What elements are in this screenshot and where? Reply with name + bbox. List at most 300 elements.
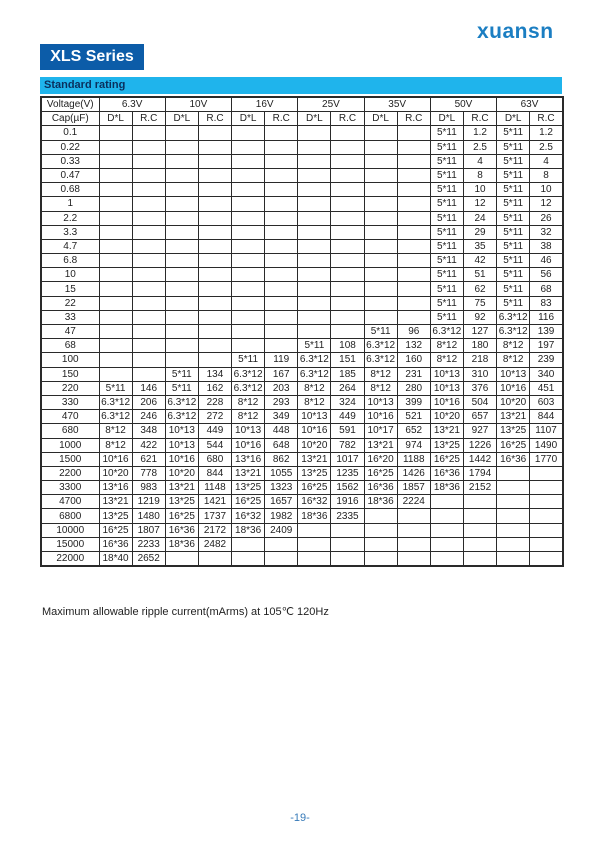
rc-cell bbox=[198, 197, 231, 211]
dl-cell bbox=[364, 197, 397, 211]
dl-cell: 13*25 bbox=[232, 481, 265, 495]
rc-cell: 151 bbox=[331, 353, 364, 367]
dl-cell bbox=[99, 154, 132, 168]
rc-cell: 1323 bbox=[265, 481, 298, 495]
rc-cell: 108 bbox=[331, 339, 364, 353]
dl-cell: 16*32 bbox=[298, 495, 331, 509]
rc-cell: 422 bbox=[132, 438, 165, 452]
rc-cell bbox=[265, 211, 298, 225]
rc-cell bbox=[530, 552, 563, 567]
cap-cell: 100 bbox=[41, 353, 99, 367]
cap-cell: 0.1 bbox=[41, 126, 99, 140]
dl-cell bbox=[298, 126, 331, 140]
rc-cell bbox=[530, 481, 563, 495]
voltage-col-header-2: 16V bbox=[232, 97, 298, 112]
dl-cell: 10*16 bbox=[364, 410, 397, 424]
rc-cell: 1770 bbox=[530, 452, 563, 466]
rc-cell: 680 bbox=[198, 452, 231, 466]
rc-cell bbox=[265, 537, 298, 551]
rc-cell: 348 bbox=[132, 424, 165, 438]
rc-cell: 862 bbox=[265, 452, 298, 466]
table-row-cap-150 bbox=[41, 367, 563, 381]
dl-cell: 10*16 bbox=[165, 452, 198, 466]
dl-cell: 5*11 bbox=[430, 268, 463, 282]
dl-header-4: D*L bbox=[364, 112, 397, 126]
rc-cell bbox=[132, 310, 165, 324]
rc-cell: 1916 bbox=[331, 495, 364, 509]
dl-cell bbox=[364, 154, 397, 168]
rc-cell: 451 bbox=[530, 381, 563, 395]
table-row-cap-68 bbox=[41, 339, 563, 353]
rc-cell: 68 bbox=[530, 282, 563, 296]
dl-cell: 10*13 bbox=[165, 438, 198, 452]
rc-cell bbox=[397, 509, 430, 523]
dl-cell bbox=[497, 466, 530, 480]
dl-cell bbox=[165, 268, 198, 282]
dl-cell: 5*11 bbox=[430, 211, 463, 225]
dl-cell bbox=[165, 325, 198, 339]
rc-cell: 974 bbox=[397, 438, 430, 452]
dl-cell: 10*13 bbox=[165, 424, 198, 438]
voltage-header-row bbox=[41, 97, 563, 112]
dl-cell: 10*20 bbox=[165, 466, 198, 480]
rc-cell bbox=[530, 466, 563, 480]
rc-cell bbox=[397, 154, 430, 168]
dl-cell: 16*25 bbox=[232, 495, 265, 509]
rc-cell bbox=[198, 325, 231, 339]
section-title-bar: Standard rating bbox=[40, 77, 562, 94]
rc-cell bbox=[132, 154, 165, 168]
dl-cell: 5*11 bbox=[430, 254, 463, 268]
voltage-col-header-5: 50V bbox=[430, 97, 496, 112]
dl-cell: 16*25 bbox=[99, 523, 132, 537]
dl-cell bbox=[99, 183, 132, 197]
cap-cell: 4700 bbox=[41, 495, 99, 509]
rc-cell: 26 bbox=[530, 211, 563, 225]
rc-cell: 4 bbox=[530, 154, 563, 168]
rc-cell: 12 bbox=[530, 197, 563, 211]
dl-cell bbox=[232, 183, 265, 197]
dl-cell bbox=[364, 225, 397, 239]
rc-cell: 1807 bbox=[132, 523, 165, 537]
rc-cell bbox=[132, 353, 165, 367]
dl-cell: 16*25 bbox=[497, 438, 530, 452]
rc-cell: 2172 bbox=[198, 523, 231, 537]
dl-cell bbox=[430, 495, 463, 509]
dl-cell: 16*36 bbox=[165, 523, 198, 537]
dl-cell: 5*11 bbox=[298, 339, 331, 353]
rc-cell bbox=[397, 310, 430, 324]
table-row-cap-22000 bbox=[41, 552, 563, 567]
dl-cell: 6.3*12 bbox=[497, 325, 530, 339]
dl-cell: 13*21 bbox=[364, 438, 397, 452]
table-row-cap-0.47 bbox=[41, 168, 563, 182]
dl-cell: 16*25 bbox=[364, 466, 397, 480]
dl-cell: 13*25 bbox=[99, 509, 132, 523]
rc-cell bbox=[331, 523, 364, 537]
rc-cell bbox=[132, 239, 165, 253]
rc-cell bbox=[265, 126, 298, 140]
rc-cell bbox=[198, 183, 231, 197]
dl-cell: 5*11 bbox=[430, 239, 463, 253]
rc-cell: 376 bbox=[463, 381, 496, 395]
cap-cell: 4.7 bbox=[41, 239, 99, 253]
rc-cell: 1737 bbox=[198, 509, 231, 523]
dl-cell: 16*36 bbox=[364, 481, 397, 495]
dl-cell bbox=[165, 154, 198, 168]
dl-cell: 10*20 bbox=[99, 466, 132, 480]
rc-cell bbox=[132, 225, 165, 239]
dl-cell bbox=[165, 225, 198, 239]
rc-cell bbox=[198, 140, 231, 154]
dl-cell bbox=[364, 268, 397, 282]
rc-cell bbox=[265, 552, 298, 567]
table-row-cap-22 bbox=[41, 296, 563, 310]
rc-cell bbox=[198, 339, 231, 353]
dl-header-2: D*L bbox=[232, 112, 265, 126]
dl-cell: 6.3*12 bbox=[497, 310, 530, 324]
dl-cell bbox=[232, 254, 265, 268]
rc-cell bbox=[397, 183, 430, 197]
rc-cell bbox=[463, 537, 496, 551]
dl-cell bbox=[364, 239, 397, 253]
rc-cell bbox=[265, 168, 298, 182]
rc-cell: 449 bbox=[198, 424, 231, 438]
rc-cell bbox=[265, 325, 298, 339]
rc-cell bbox=[265, 140, 298, 154]
dl-cell bbox=[298, 168, 331, 182]
rc-cell bbox=[132, 211, 165, 225]
dl-cell: 8*12 bbox=[497, 339, 530, 353]
rc-cell: 1055 bbox=[265, 466, 298, 480]
dl-cell: 5*11 bbox=[497, 296, 530, 310]
rc-cell: 10 bbox=[530, 183, 563, 197]
table-row-cap-15000 bbox=[41, 537, 563, 551]
dl-cell bbox=[165, 140, 198, 154]
dl-cell: 5*11 bbox=[430, 168, 463, 182]
dl-cell: 5*11 bbox=[497, 225, 530, 239]
dl-cell: 10*16 bbox=[99, 452, 132, 466]
table-row-cap-680 bbox=[41, 424, 563, 438]
rc-cell: 2152 bbox=[463, 481, 496, 495]
dl-cell: 5*11 bbox=[430, 154, 463, 168]
rc-cell: 239 bbox=[530, 353, 563, 367]
rc-header-2: R.C bbox=[265, 112, 298, 126]
dl-cell: 5*11 bbox=[497, 282, 530, 296]
dl-cell: 13*21 bbox=[165, 481, 198, 495]
rc-cell: 2.5 bbox=[530, 140, 563, 154]
rc-cell bbox=[331, 126, 364, 140]
rc-cell: 399 bbox=[397, 395, 430, 409]
voltage-label-header: Voltage(V) bbox=[41, 97, 99, 112]
rc-cell: 146 bbox=[132, 381, 165, 395]
table-row-cap-0.22 bbox=[41, 140, 563, 154]
dl-cell bbox=[298, 140, 331, 154]
dl-cell bbox=[99, 353, 132, 367]
dl-cell bbox=[232, 282, 265, 296]
dl-cell bbox=[364, 183, 397, 197]
dl-cell bbox=[298, 183, 331, 197]
cap-cell: 1500 bbox=[41, 452, 99, 466]
table-row-cap-10 bbox=[41, 268, 563, 282]
cap-cell: 1000 bbox=[41, 438, 99, 452]
dl-cell: 10*17 bbox=[364, 424, 397, 438]
cap-cell: 6800 bbox=[41, 509, 99, 523]
cap-cell: 3300 bbox=[41, 481, 99, 495]
dl-cell bbox=[364, 126, 397, 140]
rc-cell: 1219 bbox=[132, 495, 165, 509]
rc-cell: 35 bbox=[463, 239, 496, 253]
dl-cell: 13*25 bbox=[298, 466, 331, 480]
ripple-current-note: Maximum allowable ripple current(mArms) at 105℃ 120Hz bbox=[42, 606, 329, 618]
rc-cell bbox=[198, 225, 231, 239]
rc-cell bbox=[397, 239, 430, 253]
standard-rating-table bbox=[40, 96, 564, 567]
cap-cell: 22 bbox=[41, 296, 99, 310]
dl-cell: 10*13 bbox=[232, 424, 265, 438]
rc-header-0: R.C bbox=[132, 112, 165, 126]
rc-cell: 132 bbox=[397, 339, 430, 353]
cap-cell: 0.22 bbox=[41, 140, 99, 154]
dl-cell: 5*11 bbox=[497, 154, 530, 168]
rc-cell: 2233 bbox=[132, 537, 165, 551]
rc-cell bbox=[397, 126, 430, 140]
dl-cell: 5*11 bbox=[497, 268, 530, 282]
dl-cell bbox=[232, 552, 265, 567]
dl-cell bbox=[497, 537, 530, 551]
cap-cell: 15 bbox=[41, 282, 99, 296]
dl-cell: 10*13 bbox=[364, 395, 397, 409]
dl-header-1: D*L bbox=[165, 112, 198, 126]
dl-cell: 8*12 bbox=[232, 410, 265, 424]
dl-cell: 5*11 bbox=[430, 225, 463, 239]
rc-cell bbox=[397, 537, 430, 551]
rc-cell bbox=[265, 296, 298, 310]
dl-cell: 13*21 bbox=[99, 495, 132, 509]
cap-cell: 10000 bbox=[41, 523, 99, 537]
dl-cell bbox=[232, 126, 265, 140]
rc-cell: 652 bbox=[397, 424, 430, 438]
table-row-cap-3300 bbox=[41, 481, 563, 495]
dl-cell bbox=[497, 523, 530, 537]
rc-cell: 116 bbox=[530, 310, 563, 324]
rc-cell bbox=[198, 254, 231, 268]
dl-cell bbox=[364, 140, 397, 154]
dl-cell: 6.3*12 bbox=[165, 395, 198, 409]
dl-cell bbox=[99, 126, 132, 140]
rc-cell: 293 bbox=[265, 395, 298, 409]
rc-cell bbox=[132, 367, 165, 381]
rc-cell: 139 bbox=[530, 325, 563, 339]
rc-cell bbox=[265, 268, 298, 282]
rc-cell bbox=[397, 268, 430, 282]
rc-cell: 180 bbox=[463, 339, 496, 353]
rc-cell bbox=[198, 126, 231, 140]
rc-cell bbox=[331, 197, 364, 211]
rc-cell bbox=[132, 339, 165, 353]
rc-cell bbox=[331, 154, 364, 168]
rc-cell bbox=[331, 168, 364, 182]
rc-cell: 92 bbox=[463, 310, 496, 324]
dl-cell: 6.3*12 bbox=[232, 367, 265, 381]
rc-cell bbox=[331, 211, 364, 225]
rc-cell: 75 bbox=[463, 296, 496, 310]
cap-cell: 68 bbox=[41, 339, 99, 353]
dl-cell: 6.3*12 bbox=[364, 353, 397, 367]
dl-cell bbox=[298, 225, 331, 239]
rc-cell: 1226 bbox=[463, 438, 496, 452]
dl-cell: 13*25 bbox=[165, 495, 198, 509]
rc-cell bbox=[331, 310, 364, 324]
rc-cell: 24 bbox=[463, 211, 496, 225]
rc-cell: 162 bbox=[198, 381, 231, 395]
rc-cell: 310 bbox=[463, 367, 496, 381]
rc-cell: 1421 bbox=[198, 495, 231, 509]
rc-cell bbox=[463, 552, 496, 567]
rc-cell bbox=[331, 225, 364, 239]
dl-cell bbox=[165, 168, 198, 182]
rc-cell bbox=[132, 254, 165, 268]
rc-cell: 56 bbox=[530, 268, 563, 282]
rc-cell bbox=[331, 325, 364, 339]
rc-cell: 197 bbox=[530, 339, 563, 353]
dl-cell bbox=[364, 509, 397, 523]
rc-cell bbox=[397, 225, 430, 239]
cap-cell: 47 bbox=[41, 325, 99, 339]
dl-cell: 6.3*12 bbox=[430, 325, 463, 339]
rc-cell: 1235 bbox=[331, 466, 364, 480]
dl-cell bbox=[165, 211, 198, 225]
rc-cell: 1426 bbox=[397, 466, 430, 480]
rc-cell: 621 bbox=[132, 452, 165, 466]
table-row-cap-3.3 bbox=[41, 225, 563, 239]
dl-cell bbox=[298, 537, 331, 551]
table-row-cap-100 bbox=[41, 353, 563, 367]
rc-cell: 29 bbox=[463, 225, 496, 239]
dl-cell: 10*20 bbox=[298, 438, 331, 452]
dl-cell bbox=[497, 481, 530, 495]
dl-cell: 13*25 bbox=[430, 438, 463, 452]
rc-cell bbox=[265, 183, 298, 197]
rc-cell: 134 bbox=[198, 367, 231, 381]
dl-cell: 6.3*12 bbox=[364, 339, 397, 353]
rc-header-4: R.C bbox=[397, 112, 430, 126]
rc-cell bbox=[198, 168, 231, 182]
rc-cell: 844 bbox=[198, 466, 231, 480]
dl-cell bbox=[364, 168, 397, 182]
dl-cell: 5*11 bbox=[497, 140, 530, 154]
dl-cell bbox=[99, 168, 132, 182]
cap-cell: 0.47 bbox=[41, 168, 99, 182]
dl-cell bbox=[430, 552, 463, 567]
dl-cell: 18*36 bbox=[364, 495, 397, 509]
dl-cell bbox=[99, 239, 132, 253]
dl-cell: 18*36 bbox=[232, 523, 265, 537]
dl-cell bbox=[364, 254, 397, 268]
table-row-cap-470 bbox=[41, 410, 563, 424]
dl-cell: 5*11 bbox=[497, 183, 530, 197]
rc-cell bbox=[397, 552, 430, 567]
rc-cell: 844 bbox=[530, 410, 563, 424]
table-row-cap-220 bbox=[41, 381, 563, 395]
table-row-cap-330 bbox=[41, 395, 563, 409]
dl-cell: 5*11 bbox=[497, 126, 530, 140]
dl-cell: 16*25 bbox=[165, 509, 198, 523]
table-row-cap-0.1 bbox=[41, 126, 563, 140]
rc-cell: 1.2 bbox=[530, 126, 563, 140]
rc-cell: 1490 bbox=[530, 438, 563, 452]
cap-cell: 680 bbox=[41, 424, 99, 438]
voltage-col-header-0: 6.3V bbox=[99, 97, 165, 112]
dl-cell bbox=[165, 552, 198, 567]
rc-cell: 603 bbox=[530, 395, 563, 409]
cap-cell: 150 bbox=[41, 367, 99, 381]
dl-cell bbox=[99, 197, 132, 211]
dl-cell: 10*13 bbox=[298, 410, 331, 424]
rc-cell bbox=[397, 296, 430, 310]
dl-cell: 5*11 bbox=[99, 381, 132, 395]
rc-cell: 1188 bbox=[397, 452, 430, 466]
rc-cell bbox=[331, 296, 364, 310]
dl-cell bbox=[298, 154, 331, 168]
rc-cell: 324 bbox=[331, 395, 364, 409]
dl-cell: 10*16 bbox=[497, 381, 530, 395]
dl-cell: 13*21 bbox=[232, 466, 265, 480]
dl-cell bbox=[364, 211, 397, 225]
dl-cell: 8*12 bbox=[232, 395, 265, 409]
cap-label-header: Cap(µF) bbox=[41, 112, 99, 126]
dl-cell: 16*36 bbox=[99, 537, 132, 551]
dl-cell bbox=[364, 296, 397, 310]
table-row-cap-4.7 bbox=[41, 239, 563, 253]
cap-cell: 470 bbox=[41, 410, 99, 424]
cap-cell: 22000 bbox=[41, 552, 99, 567]
table-body bbox=[41, 126, 563, 566]
rc-cell bbox=[132, 268, 165, 282]
rc-cell bbox=[331, 552, 364, 567]
dl-cell: 18*36 bbox=[430, 481, 463, 495]
dl-cell: 16*25 bbox=[298, 481, 331, 495]
dl-cell: 5*11 bbox=[497, 254, 530, 268]
rc-cell: 448 bbox=[265, 424, 298, 438]
dl-cell: 13*21 bbox=[298, 452, 331, 466]
rc-cell: 228 bbox=[198, 395, 231, 409]
cap-cell: 10 bbox=[41, 268, 99, 282]
table-row-cap-0.68 bbox=[41, 183, 563, 197]
dl-cell bbox=[298, 211, 331, 225]
dl-cell: 16*20 bbox=[364, 452, 397, 466]
rc-cell bbox=[265, 254, 298, 268]
voltage-col-header-6: 63V bbox=[497, 97, 563, 112]
rc-cell: 504 bbox=[463, 395, 496, 409]
dl-cell: 5*11 bbox=[430, 310, 463, 324]
voltage-col-header-3: 25V bbox=[298, 97, 364, 112]
dl-cell bbox=[165, 126, 198, 140]
rc-header-5: R.C bbox=[463, 112, 496, 126]
dl-cell: 16*32 bbox=[232, 509, 265, 523]
rc-cell: 280 bbox=[397, 381, 430, 395]
rc-cell: 46 bbox=[530, 254, 563, 268]
rc-cell: 1794 bbox=[463, 466, 496, 480]
rc-cell bbox=[198, 239, 231, 253]
table-row-cap-6800 bbox=[41, 509, 563, 523]
rc-cell: 185 bbox=[331, 367, 364, 381]
rc-cell: 1107 bbox=[530, 424, 563, 438]
rc-cell bbox=[530, 523, 563, 537]
dl-cell: 10*13 bbox=[430, 367, 463, 381]
rc-cell: 1480 bbox=[132, 509, 165, 523]
dl-cell: 18*36 bbox=[165, 537, 198, 551]
